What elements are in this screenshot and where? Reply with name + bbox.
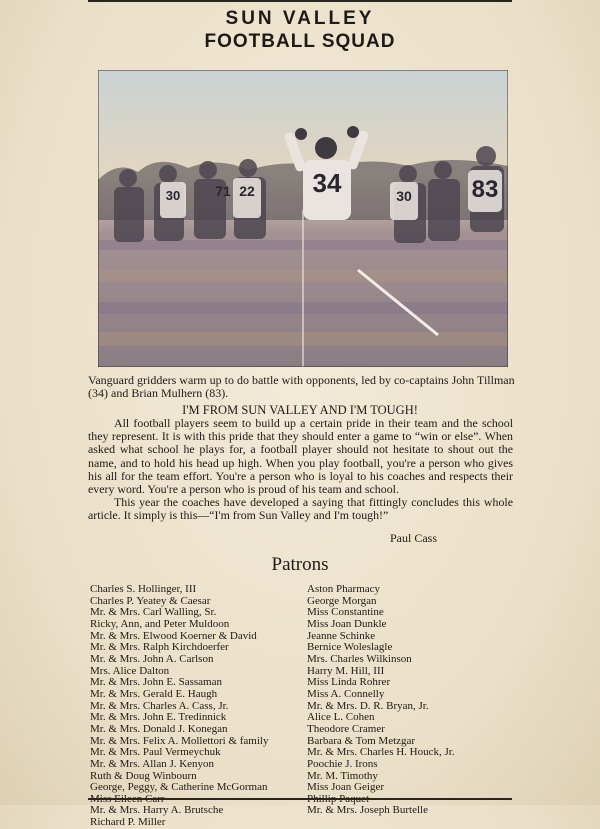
patron-name: Mrs. Alice Dalton bbox=[90, 664, 170, 677]
patron-name: George, Peggy, & Catherine McGorman bbox=[90, 781, 268, 794]
patron-name: Mr. & Mrs. Ralph Kirchdoerfer bbox=[90, 641, 229, 654]
patron-name: Jeanne Schinke bbox=[307, 629, 376, 642]
photo-caption: Vanguard gridders warm up to do battle with opponents, led by co-captains John Tillman (34) and Brian Mulhern (83). bbox=[88, 373, 515, 400]
patron-name: Miss Constantine bbox=[307, 606, 384, 619]
top-rule bbox=[88, 0, 512, 2]
patron-name: Mr. & Mrs. Felix A. Mollettori & family bbox=[90, 734, 269, 747]
patron-name: Mr. & Mrs. Charles H. Houck, Jr. bbox=[307, 746, 455, 759]
patron-name: Charles S. Hollinger, III bbox=[90, 583, 197, 595]
article-paragraph: This year the coaches have developed a saying that fittingly concludes this whole article. It simply is this—“I'm from Sun Valley and I'm tough!” bbox=[88, 495, 513, 523]
patron-name: Mr. & Mrs. John E. Tredinnick bbox=[90, 711, 227, 724]
bottom-rule bbox=[88, 798, 512, 800]
page-subtitle: FOOTBALL SQUAD bbox=[204, 31, 396, 52]
team-photo bbox=[98, 70, 508, 367]
jersey-number: 71 bbox=[215, 183, 231, 199]
jersey-number: 30 bbox=[396, 188, 412, 204]
patron-name: Miss Joan Dunkle bbox=[307, 617, 387, 630]
patron-name: Bernice Woleslagle bbox=[307, 641, 393, 654]
patron-name: Mr. M. Timothy bbox=[307, 769, 378, 782]
article-paragraph: All football players seem to build up a certain pride in their team and the school they represent. It is with this pride that they should enter a game to “win or else”. When asked what school he plays for, a football player should not hesitate to shout out the name, and to hold his head up high. When you play football, you're a person who gives his all for the team effort. You're a person who is loyal to his coaches and respects their every word. You're a person who is proud of his team and school. bbox=[88, 416, 513, 497]
patrons-heading: Patrons bbox=[271, 554, 329, 575]
patron-name: Miss Linda Rohrer bbox=[307, 676, 391, 689]
patrons-list-left bbox=[90, 584, 300, 829]
patron-name: George Morgan bbox=[307, 594, 377, 607]
patron-name: Theodore Cramer bbox=[307, 722, 385, 735]
patron-name: Mrs. Charles Wilkinson bbox=[307, 652, 412, 665]
team-photo-illustration bbox=[98, 70, 508, 367]
jersey-number: 22 bbox=[239, 183, 255, 199]
patron-name: Mr. & Mrs. Allan J. Kenyon bbox=[90, 757, 215, 770]
page-title: SUN VALLEY bbox=[225, 8, 375, 29]
patron-name: Miss A. Connelly bbox=[307, 687, 385, 700]
patron-name: Mr. & Mrs. Joseph Burtelle bbox=[307, 804, 428, 817]
article-title: I'M FROM SUN VALLEY AND I'M TOUGH! bbox=[182, 403, 418, 417]
patron-name: Mr. & Mrs. Harry A. Brutsche bbox=[90, 804, 224, 817]
patron-name: Mr. & Mrs. Donald J. Konegan bbox=[90, 722, 228, 735]
patron-name: Mr. & Mrs. John A. Carlson bbox=[90, 652, 214, 665]
patron-name: Barbara & Tom Metzgar bbox=[307, 734, 416, 747]
patron-name: Ricky, Ann, and Peter Muldoon bbox=[90, 617, 230, 630]
patron-name: Mr. & Mrs. Carl Walling, Sr. bbox=[90, 606, 217, 619]
patron-name: Mr. & Mrs. Charles A. Cass, Jr. bbox=[90, 699, 229, 712]
patron-name: Mr. & Mrs. Gerald E. Haugh bbox=[90, 687, 218, 700]
jersey-number: 83 bbox=[471, 176, 499, 203]
patrons-list-right bbox=[307, 584, 522, 817]
article-signature: Paul Cass bbox=[390, 531, 438, 545]
patron-name: Poochie J. Irons bbox=[307, 757, 378, 770]
jersey-number: 30 bbox=[165, 188, 181, 203]
article-body bbox=[88, 417, 513, 523]
patron-name: Miss Joan Geiger bbox=[307, 781, 384, 794]
patron-name: Richard P. Miller bbox=[90, 816, 166, 829]
jersey-number: 34 bbox=[312, 168, 342, 198]
patron-name: Mr. & Mrs. Elwood Koerner & David bbox=[90, 629, 257, 642]
patron-name: Alice L. Cohen bbox=[307, 711, 375, 724]
patron-name: Mr. & Mrs. John E. Sassaman bbox=[90, 676, 222, 689]
patron-name: Charles P. Yeatey & Caesar bbox=[90, 594, 211, 607]
patron-name: Mr. & Mrs. D. R. Bryan, Jr. bbox=[307, 699, 429, 712]
patron-name: Ruth & Doug Winbourn bbox=[90, 769, 197, 782]
patron-name: Aston Pharmacy bbox=[307, 583, 381, 595]
patron-name: Mr. & Mrs. Paul Vermeychuk bbox=[90, 746, 221, 759]
patron-name: Harry M. Hill, III bbox=[307, 664, 385, 677]
